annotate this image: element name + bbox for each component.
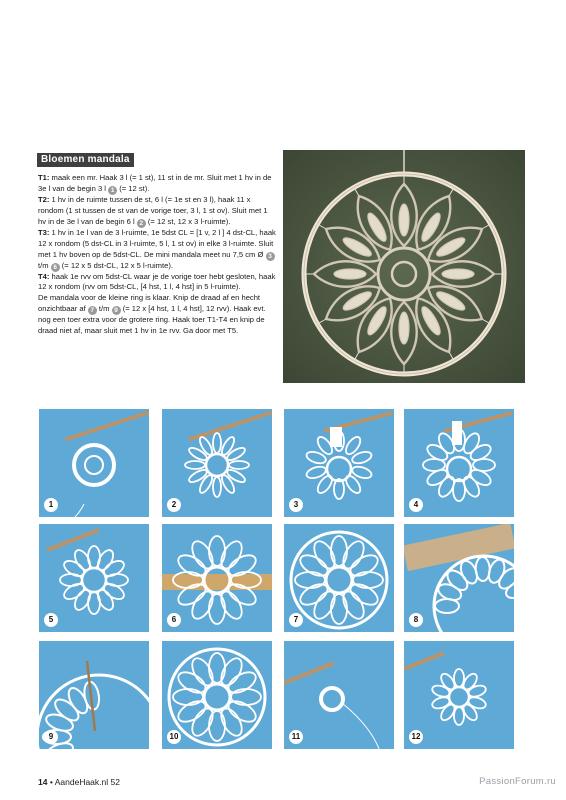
step-photo-7 <box>284 524 394 632</box>
step-number-badge: 10 <box>167 730 181 744</box>
step-number-badge: 11 <box>289 730 303 744</box>
step-photo-5 <box>39 524 149 632</box>
round-label: T1: <box>38 173 50 182</box>
instruction-paragraph <box>38 228 276 272</box>
instruction-paragraph <box>38 272 276 294</box>
step-photo-10 <box>162 641 272 749</box>
instruction-text: maak een mr. Haak 3 l (= 1 st), 11 st in de mr. Sluit met 1 hv in de 3e l van de begin 3 l <box>38 173 272 193</box>
instruction-text: De mandala voor de kleine ring is klaar. Knip de draad af en hecht onzichtbaar af <box>38 293 261 314</box>
page-footer <box>38 777 120 787</box>
round-label: T4: <box>38 271 50 281</box>
step-reference-badge: 9 <box>112 306 121 315</box>
step-number-badge: 6 <box>167 613 181 627</box>
step-number-badge: 2 <box>167 498 181 512</box>
step-number-badge: 8 <box>409 613 423 627</box>
footer-bullet: • <box>49 777 53 787</box>
page-number: 14 <box>38 777 48 787</box>
step-number-badge: 7 <box>289 613 303 627</box>
step-reference-badge: 6 <box>51 263 60 272</box>
watermark: PassionForum.ru <box>479 776 556 787</box>
magazine-name: AandeHaak.nl 52 <box>54 777 120 787</box>
step-photo-grid <box>39 409 525 749</box>
step-photo-3 <box>284 409 394 517</box>
step-number-badge: 9 <box>44 730 58 744</box>
instruction-text: (= 12 x 5 dst-CL, 12 x 5 l-ruimte). <box>59 260 173 270</box>
instruction-text: haak 1e rvv om 5dst-CL waar je de vorige toer hebt gesloten, haak 12 x rondom (rvv om 5dst-CL, [4 hst, 1 l, 4 hst] in 5 l-ruimte). <box>38 271 276 292</box>
step-number-badge: 12 <box>409 730 423 744</box>
step-photo-8 <box>404 524 514 632</box>
instruction-text: (= 12 x [4 hst, 1 l, 4 hst], 12 rvv). Haak evt. nog een toer extra voor de grotere ring. Haak toer T1-T4 en knip de draad niet af, maar sluit met 1 hv in 1e rvv. Ga door met T5. <box>38 304 266 336</box>
round-label: T2: <box>38 194 50 204</box>
step-number-badge: 5 <box>44 613 58 627</box>
step-photo-4 <box>404 409 514 517</box>
step-reference-badge: 3 <box>266 252 275 261</box>
step-photo-12 <box>404 641 514 749</box>
step-number-badge: 4 <box>409 498 423 512</box>
hero-photo-dreamcatcher <box>283 150 525 383</box>
instruction-text: 1 hv in de ruimte tussen de st, 6 l (= 1e st en 3 l), haak 11 x rondom (1 st tussen de st van de vorige toer, 3 l, 1 st ov). Sluit met 1 hv in de 3e l van de begin 6 l <box>38 194 268 226</box>
instruction-paragraph <box>38 293 276 337</box>
instruction-text: t/m <box>38 260 51 270</box>
step-number-badge: 3 <box>289 498 303 512</box>
step-photo-1 <box>39 409 149 517</box>
instruction-paragraph <box>38 195 276 228</box>
step-reference-badge: 7 <box>88 306 97 315</box>
step-photo-2 <box>162 409 272 517</box>
instruction-text: (= 12 st). <box>117 183 150 193</box>
instruction-text: (= 12 st, 12 x 3 l-ruimte). <box>145 216 231 226</box>
step-photo-6 <box>162 524 272 632</box>
step-reference-badge: 2 <box>137 219 146 228</box>
instruction-paragraph <box>38 173 276 195</box>
instruction-text: t/m <box>96 304 112 314</box>
step-reference-badge: 1 <box>108 186 117 195</box>
pattern-instructions <box>38 173 276 337</box>
section-title: Bloemen mandala <box>37 153 134 167</box>
instruction-text: 1 hv in 1e l van de 3 l-ruimte, 1e 5dst CL = [1 v, 2 l ] 4 dst-CL, haak 12 x rondom (5 dst-CL in 3 l-ruimte, 5 l, 1 st ov) in elke 3 l-ruimte. Sluit met 1 hv boven op de 5dst-CL. De mini mandala meet nu 7,5 cm Ø <box>38 227 276 259</box>
round-label: T3: <box>38 227 50 237</box>
step-number-badge: 1 <box>44 498 58 512</box>
dreamcatcher-illustration <box>283 150 525 383</box>
step-photo-9 <box>39 641 149 749</box>
step-photo-11 <box>284 641 394 749</box>
